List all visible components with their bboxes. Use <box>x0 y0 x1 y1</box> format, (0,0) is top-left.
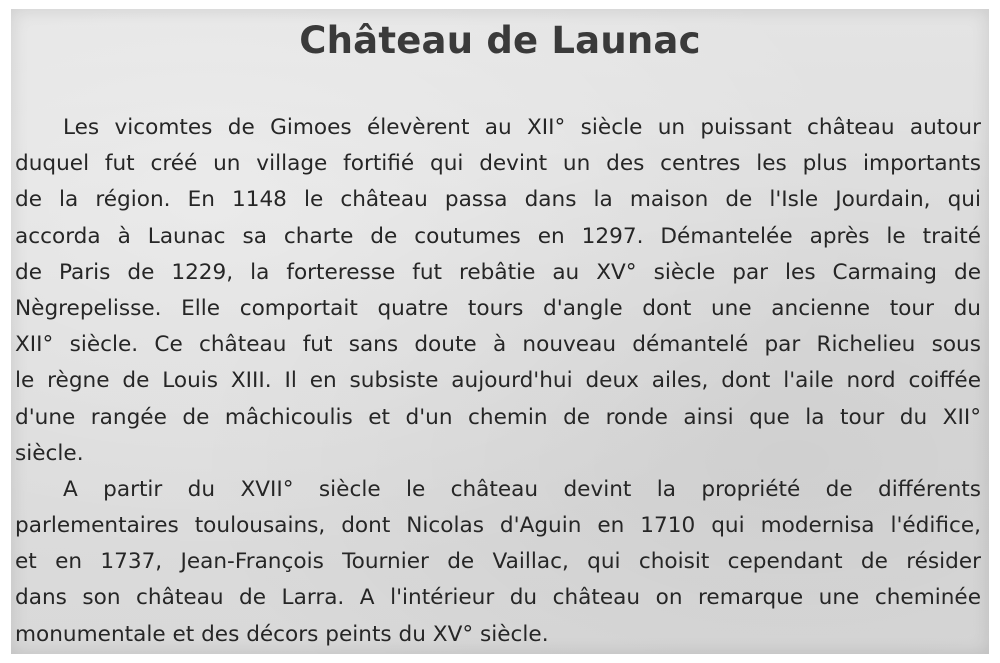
text-line: de la région. En 1148 le château passa dans la maison de l'Isle Jourdain, qui <box>15 187 981 213</box>
plaque-text <box>15 110 981 653</box>
text-line: XII° siècle. Ce château fut sans doute à nouveau démantelé par Richelieu sous <box>15 332 981 358</box>
text-line: Nègrepelisse. Elle comportait quatre tours d'angle dont une ancienne tour du <box>15 295 981 321</box>
text-line: accorda à Launac sa charte de coutumes en 1297. Démantelée après le traité <box>15 223 981 249</box>
text-line: siècle. <box>15 440 84 466</box>
text-line: le règne de Louis XIII. Il en subsiste aujourd'hui deux ailes, dont l'aile nord coiffée <box>15 368 981 394</box>
text-line: de Paris de 1229, la forteresse fut rebâtie au XV° siècle par les Carmaing de <box>15 259 981 285</box>
text-line: Les vicomtes de Gimoes élevèrent au XII° siècle un puissant château autour <box>63 115 981 140</box>
text-line: parlementaires toulousains, dont Nicolas d'Aguin en 1710 qui modernisa l'édifice, <box>15 513 981 539</box>
text-line: d'une rangée de mâchicoulis et d'un chemin de ronde ainsi que la tour du XII° <box>15 404 981 430</box>
text-line: duquel fut créé un village fortifié qui devint un des centres les plus importants <box>15 151 981 177</box>
text-line: monumentale et des décors peints du XV° siècle. <box>15 621 549 647</box>
information-plaque <box>11 9 989 654</box>
text-line: dans son château de Larra. A l'intérieur du château on remarque une cheminée <box>15 585 981 611</box>
text-line: A partir du XVII° siècle le château devint la propriété de différents <box>63 476 981 502</box>
plaque-title: Château de Launac <box>299 19 701 62</box>
text-line: et en 1737, Jean-François Tournier de Vaillac, qui choisit cependant de résider <box>15 549 981 575</box>
